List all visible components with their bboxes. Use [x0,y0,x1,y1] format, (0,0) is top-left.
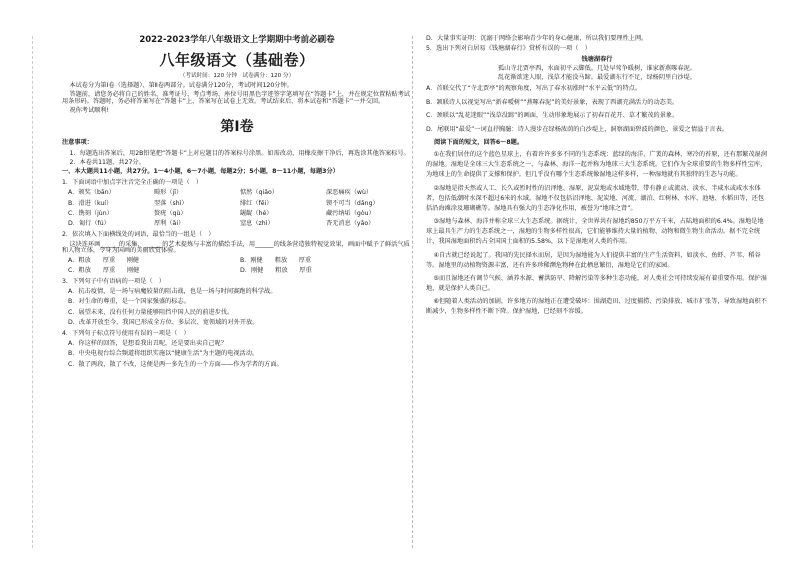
sheet-title: 2022-2023学年八年级语文上学期期中考前必刷卷 [139,35,335,45]
option-text: 深恶痛疾（wù） [326,189,373,197]
right-column [426,36,768,321]
poem-line: 孤山寺北贾亭西，水面初平云脚低。几处早莺争暖树，谁家新燕啄春泥。 [498,64,696,72]
reading-paragraph-1: ①在我们居住的这个蓝色星球上，有着许许多多不同的生态系统：蓝绿的海洋、广袤的森林、寒冷的苔原，还有那繁茂湿润的湿地。湿地是全球三大生态系统之一，与森林、海洋一起并称为地球三大生态系统。它们作为全球重要的生物多样性宝库，为地球上的生命提供了支撑和保护。但几乎没有哪个生态系统像湿地这样多样，一种湿地就有其独特的生态与功能。 [426,151,767,179]
question-2-stem: 2．依次填入下面横线处的词语，最恰当的一组是（ ） [62,230,215,238]
part-heading: 一、本大题共11小题，共27分。1～4小题，6～7小题，每题2分；5小题，8～11小题，每题3分） [62,168,339,176]
question-5-option-c[interactable]: C．颈联以“乱花迷眼”“浅草没蹄”的画面，生动形象地展示了初春百花开、草才繁茂的景象。 [426,112,679,120]
section-title: 第Ⅰ卷 [220,119,254,136]
option-text: 粗放 [275,267,288,275]
question-1-stem: 1．下面词语中加点字注音完全正确的一项是（ ） [62,178,203,186]
option-text: A．颁奖（bān） [68,189,115,197]
question-2-option-c[interactable] [68,268,240,274]
option-text: 刚健 [126,267,140,275]
instruction-3: 祝你考试顺利! [69,107,110,115]
reading-paragraph-4: ④自古就已经说起了。我国的先民择水而居，是因为湿地能为人们提供丰富的生产生活资料，如淡水、鱼虾、芦苇、稻谷等。湿地里的动植物资源丰富，还有许多珍稀濒危物种在此栖息繁衍，湿地是它们的家园。 [426,251,761,269]
poem-title: 钱塘湖春行 [581,55,613,63]
reading-paragraph-3: ③湿地与森林、海洋并称全球三大生态系统。据统计，全世界共有湿地约850万平方千米，占陆地面积的6.4%。湿地是地球上最具生产力的生态系统之一，湿地的生物多样性很高，它们能够维持大量的植物、动物和微生物生命活动。据不完全统计，我国湿地面积约占全国国土面积的5.58%，以下是湿地对人类的作用。 [426,218,764,246]
question-2-option-a[interactable] [68,258,240,264]
paper-title: 八年级语文（基础卷） [159,50,315,69]
question-2-options-cd [68,268,412,274]
reading-paragraph-5: ⑤而且湿地还有调节气候、涵养水源、蓄洪防旱、降解污染等多种生态功能，对人类社会可持续发展有着重要作用。保护湿地，就是保护人类自己。 [426,275,767,293]
question-3-option-d[interactable]: D．改革开放至今，我国已形成全方位、多层次、宽领域的对外开放。 [68,319,259,327]
option-text: 锲不可当（dǎng） [326,199,379,207]
option-text: 窒息（zhì） [240,220,274,228]
reading-heading: 阅读下面的短文，回答6～8题。 [434,139,524,147]
question-5-option-d[interactable]: D．尾联用“最爱”一词直抒胸臆：诗人漫步在绿杨浓荫的白沙堤上，洞察湖面碧波的颜色，景爱之情溢于言表。 [426,125,728,133]
option-text: B．滑进（kuí） [68,199,113,207]
option-text: 翌落（shì） [154,199,188,207]
option-text: 厚重 [298,256,312,264]
binding-line [32,36,33,548]
question-1-option-d[interactable] [68,221,412,227]
option-text: 厚重 [102,267,116,275]
question-4-option-b[interactable]: B．中央电视台综合频道将组织实施以“健康生活”为主题的电视活动。 [68,350,259,358]
question-5-option-b[interactable]: B．颔联诗人以视觉写出“新春嗳树”“燕啄春泥”的美好景象，表现了西湖充满活力的动态美。 [426,98,679,106]
notes-title: 注意事项： [62,139,93,147]
option-text: 赘疣（qù） [154,210,187,218]
option-text: 惦然（qiǎo） [240,189,278,197]
instruction-1: 本试卷分为第Ⅰ卷（选择题）、第Ⅱ卷两部分。试卷满分120分，考试时间120分钟。 [69,82,293,90]
option-text: B．刚健 [240,256,263,264]
reading-paragraph-2: ②湿地是指天然或人工、长久或暂时性的沼泽地、湿原、泥炭地或水域地带，带有静止或流动、淡水、半咸水或咸水水体者，包括低潮时水深不超过6米的水域。湿地不仅包括沼泽地、泥炭地、河流、湖泊、红树林、水库、池塘、水稻田等，还包括沿海滩涂及珊瑚礁等。湿地具有强大的生态净化作用，被誉为“地球之肾”。 [426,184,765,212]
question-3-option-b[interactable]: B．对生命的尊重，是一个国家强盛的标志。 [68,298,190,306]
question-1-option-a[interactable] [68,190,412,196]
option-text: D．刚健 [240,267,264,275]
option-text: C．镌刻（jùn） [68,210,113,218]
option-text: 厚利（ǎi） [154,220,185,228]
exam-meta: （考试时间：120 分钟 试卷满分：120 分） [179,72,295,79]
option-text: 绯红（fēi） [240,199,273,207]
question-2-options-ab [68,258,412,264]
question-3-option-c[interactable]: C．展望未来，没有任何力量能够阻挡中国人民的前进步伐。 [68,308,234,316]
column-divider [412,36,413,548]
option-text: 杳无消息（yǎo） [326,220,375,228]
option-text: 粗放 [274,256,288,264]
option-text: A．粗放 [68,256,91,264]
option-text: C．粗放 [68,267,91,275]
binding-margin [18,36,48,548]
left-column [62,36,412,372]
question-2-option-b[interactable] [240,258,412,264]
question-4-option-d[interactable]: D．大量事实证明：沉溺于网络会影响青少年的身心健康，所以我们要理性上网。 [426,35,648,42]
reading-paragraph-6: ⑥但随着人类活动的加剧，许多地方的湿地正在遭受破坏：围湖造田、过度捕捞、污染排放、城市扩张等，导致湿地面积不断减少，生物多样性不断下降。保护湿地，已经刻不容缓。 [426,298,767,316]
notes-item-1: 1．每题选出答案后，用2B铅笔把“答题卡”上对应题目的答案标号涂黑。如需改动，用橡皮擦干净后，再选涂其他答案标号。 [69,149,410,157]
notes-item-2: 2．本卷共11题，共27分。 [69,159,145,167]
option-text: D．匍行（fú） [68,220,110,228]
question-3-stem: 3．下列句子中有语病的一项是（ ） [62,277,165,285]
question-1-option-b[interactable] [68,201,412,207]
question-5-option-a[interactable]: A．首联交代了“寺北贾亭”的观察角度，写出了春水初涨时“水平云低”的特点。 [426,85,642,93]
option-text: 藏污纳垢（gòu） [326,210,375,218]
question-4-stem: 4．下列句子标点符号使用有误的一项是（ ） [62,329,190,337]
question-2-passage: 这块连环画______的采集、______的艺术提炼与丰富的描绘手法，用______的线条营造独特视觉效果，画面中赋予了鲜活气质和人物立体，令身为国画的美丽欣赏体验。 [62,241,410,255]
option-text: 厚重 [102,256,116,264]
question-2-option-d[interactable] [240,268,412,274]
question-5-stem: 5．选出下列对白居易《钱塘湖春行》赏析有误的一项（ ） [426,45,591,53]
poem-line: 乱花渐欲迷人眼，浅草才能没马蹄。最爱湖东行不足，绿杨阴里白沙堤。 [498,74,696,82]
option-text: 畸形（jī） [154,189,183,197]
question-3-option-a[interactable]: A．抗击疫情，是一场与病魔较量的阻击战，也是一场与时间赛跑的科学战。 [68,287,277,295]
question-4-option-a[interactable]: A．你这样的回答，是想看我出丑呢，还是要出卖自己呢？ [68,339,227,347]
option-text: 龌龊（hé） [240,210,273,218]
question-4-option-c[interactable]: C．散了两段，散了不改，这便是两一多先生的一个方面——作为学者的方面。 [68,360,283,368]
option-text: 厚重 [299,267,312,275]
option-text: 刚健 [126,256,140,264]
instruction-2: 答题前，请您务必将自己的姓名、准考证号、考点考场、座位号用黑色字迹签字笔填写在“答题卡”上，并在规定位置粘贴考试用条形码。答题时，务必将答案写在“答题卡”上，答案写在试卷上无效。考试结束后，将本试卷和“答题卡”一并交回。 [62,91,410,105]
question-1-option-c[interactable] [68,211,412,217]
